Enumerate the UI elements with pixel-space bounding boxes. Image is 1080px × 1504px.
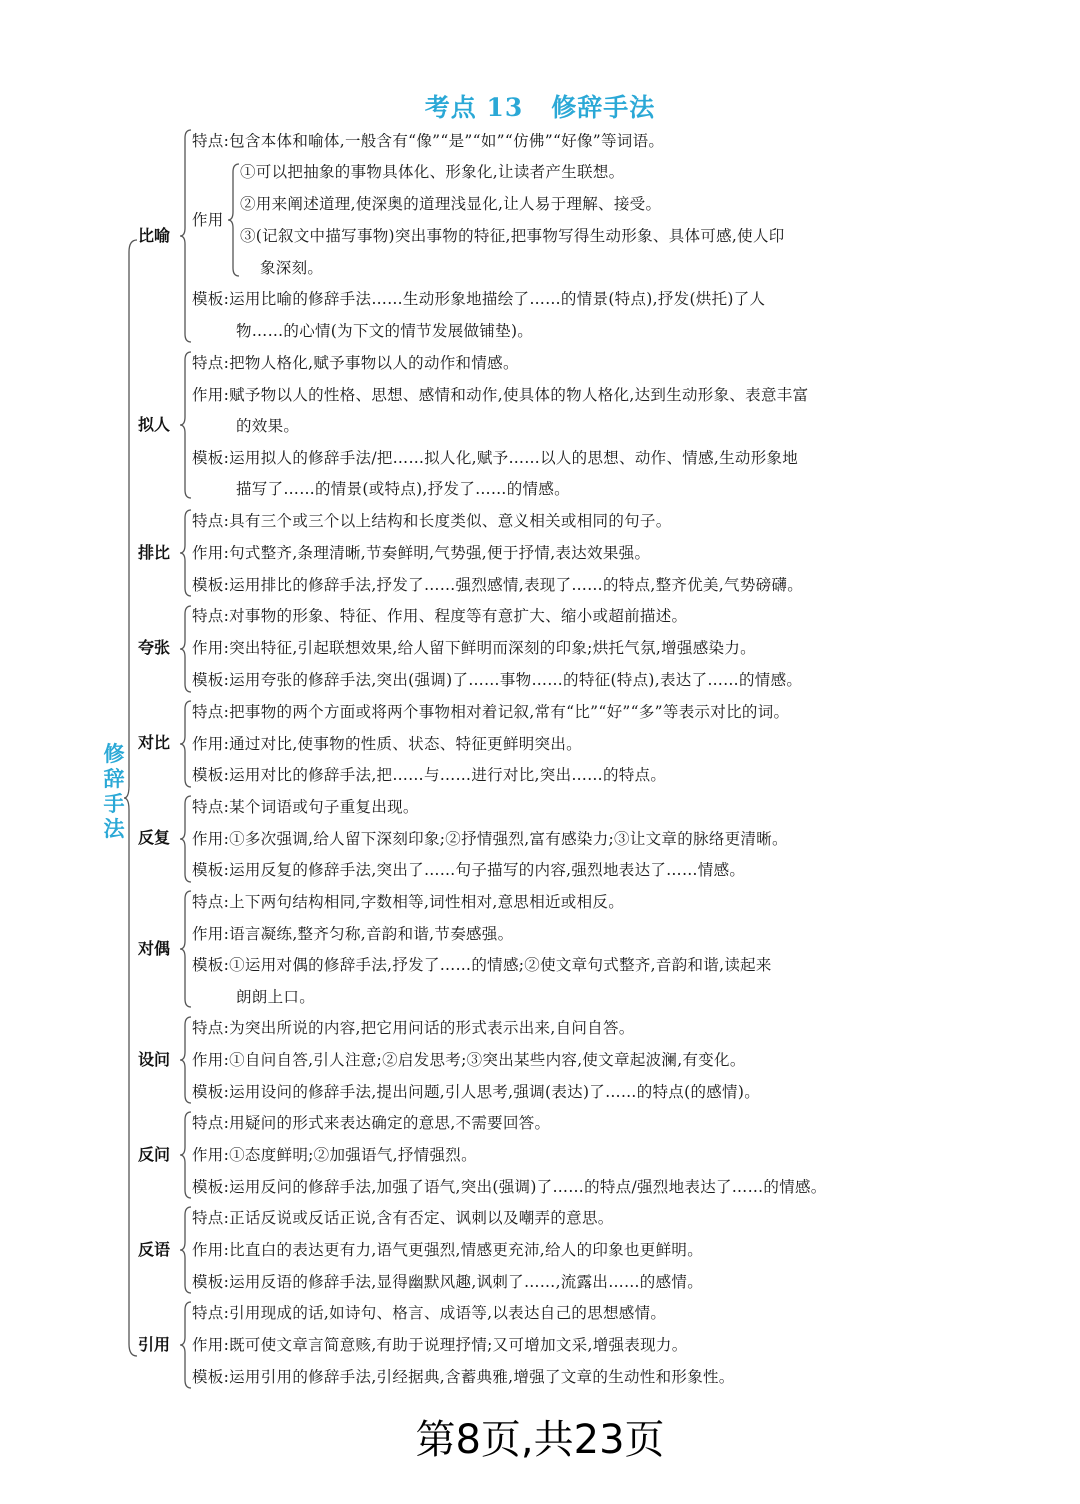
shewen-muban: 模板:运用设问的修辞手法,提出问题,引人思考,强调(表达)了……的特点(的感情)。 — [192, 1083, 760, 1101]
paibi-zuoyong: 作用:句式整齐,条理清晰,节奏鲜明,气势强,便于抒情,表达效果强。 — [192, 544, 651, 562]
fanyu-tedian: 特点:正话反说或反话正说,含有否定、讽刺以及嘲弄的意思。 — [192, 1209, 614, 1227]
fanyu-muban: 模板:运用反语的修辞手法,显得幽默风趣,讽刺了……,流露出……的感情。 — [192, 1273, 704, 1291]
biyu-zuoyong-2: ②用来阐述道理,使深奥的道理浅显化,让人易于理解、接受。 — [240, 195, 662, 213]
fanfu-zuoyong: 作用:①多次强调,给人留下深刻印象;②抒情强烈,富有感染力;③让文章的脉络更清晰。 — [192, 830, 788, 848]
biyu-muban: 模板:运用比喻的修辞手法……生动形象地描绘了……的情景(特点),抒发(烘托)了人 — [192, 290, 766, 308]
section-label-duibi: 对比 — [138, 733, 171, 752]
fanwen-muban: 模板:运用反问的修辞手法,加强了语气,突出(强调)了……的特点/强烈地表达了……的情感。 — [192, 1178, 827, 1196]
kuazhang-muban: 模板:运用夸张的修辞手法,突出(强调)了……事物……的特征(特点),表达了……的情感。 — [192, 671, 803, 689]
duiou-zuoyong: 作用:语言凝练,整齐匀称,音韵和谐,节奏感强。 — [192, 925, 514, 943]
duiou-tedian: 特点:上下两句结构相同,字数相等,词性相对,意思相近或相反。 — [192, 893, 625, 911]
paibi-tedian: 特点:具有三个或三个以上结构和长度类似、意义相关或相同的句子。 — [192, 512, 672, 530]
section-label-shewen: 设问 — [138, 1050, 171, 1069]
section-label-paibi: 排比 — [138, 543, 171, 562]
biyu-zuoyong-1: ①可以把抽象的事物具体化、形象化,让读者产生联想。 — [240, 163, 625, 181]
fanfu-muban: 模板:运用反复的修辞手法,突出了……句子描写的内容,强烈地表达了……情感。 — [192, 861, 746, 879]
fanwen-zuoyong: 作用:①态度鲜明;②加强语气,抒情强烈。 — [192, 1146, 477, 1164]
section-label-biyu: 比喻 — [138, 226, 171, 245]
title-label: 考点 13 — [424, 93, 524, 122]
biyu-zuoyong-3: ③(记叙文中描写事物)突出事物的特征,把事物写得生动形象、具体可感,使人印 — [240, 227, 785, 245]
yinyong-zuoyong: 作用:既可使文章言简意赅,有助于说理抒情;又可增加文采,增强表现力。 — [192, 1336, 688, 1354]
section-label-fanfu: 反复 — [138, 828, 171, 847]
section-label-fanwen: 反问 — [138, 1145, 171, 1164]
section-label-kuazhang: 夸张 — [138, 638, 171, 657]
brace-biyu-zuoyong — [228, 162, 240, 278]
yinyong-tedian: 特点:引用现成的话,如诗句、格言、成语等,以表达自己的思想感情。 — [192, 1304, 667, 1322]
section-label-niren: 拟人 — [138, 415, 171, 434]
yinyong-muban: 模板:运用引用的修辞手法,引经据典,含蓄典雅,增强了文章的生动性和形象性。 — [192, 1368, 735, 1386]
page-title — [0, 88, 1080, 124]
biyu-muban-cont: 物……的心情(为下文的情节发展做铺垫)。 — [236, 322, 534, 340]
kuazhang-tedian: 特点:对事物的形象、特征、作用、程度等有意扩大、缩小或超前描述。 — [192, 607, 688, 625]
shewen-zuoyong: 作用:①自问自答,引人注意;②启发思考;③突出某些内容,使文章起波澜,有变化。 — [192, 1051, 746, 1069]
section-label-fanyu: 反语 — [138, 1240, 171, 1259]
niren-muban: 模板:运用拟人的修辞手法/把……拟人化,赋予……以人的思想、动作、情感,生动形象地 — [192, 449, 799, 467]
duibi-muban: 模板:运用对比的修辞手法,把……与……进行对比,突出……的特点。 — [192, 766, 667, 784]
duibi-tedian: 特点:把事物的两个方面或将两个事物相对着记叙,常有“比”“好”“多”等表示对比的词。 — [192, 703, 790, 721]
kuazhang-zuoyong: 作用:突出特征,引起联想效果,给人留下鲜明而深刻的印象;烘托气氛,增强感染力。 — [192, 639, 756, 657]
duibi-zuoyong: 作用:通过对比,使事物的性质、状态、特征更鲜明突出。 — [192, 735, 582, 753]
biyu-tedian: 特点:包含本体和喻体,一般含有“像”“是”“如”“仿佛”“好像”等词语。 — [192, 132, 665, 150]
duiou-muban-cont: 朗朗上口。 — [236, 988, 316, 1006]
fanfu-tedian: 特点:某个词语或句子重复出现。 — [192, 798, 419, 816]
shewen-tedian: 特点:为突出所说的内容,把它用问话的形式表示出来,自问自答。 — [192, 1019, 635, 1037]
fanyu-zuoyong: 作用:比直白的表达更有力,语气更强烈,情感更充沛,给人的印象也更鲜明。 — [192, 1241, 704, 1259]
niren-zuoyong-cont: 的效果。 — [236, 417, 300, 435]
biyu-zuoyong-3-cont: 象深刻。 — [260, 259, 324, 277]
page-footer: 第8页,共23页 — [415, 1417, 665, 1463]
root-label: 修 辞 手 法 — [103, 742, 125, 841]
fanwen-tedian: 特点:用疑问的形式来表达确定的意思,不需要回答。 — [192, 1114, 551, 1132]
biyu-zuoyong-label: 作用 — [192, 211, 224, 229]
niren-muban-cont: 描写了……的情景(或特点),抒发了……的情感。 — [236, 480, 570, 498]
niren-tedian: 特点:把物人格化,赋予事物以人的动作和情感。 — [192, 354, 519, 372]
title-text: 修辞手法 — [551, 93, 656, 122]
paibi-muban: 模板:运用排比的修辞手法,抒发了……强烈感情,表现了……的特点,整齐优美,气势磅礴。 — [192, 576, 804, 594]
section-label-duiou: 对偶 — [138, 939, 171, 958]
section-label-yinyong: 引用 — [138, 1335, 171, 1354]
niren-zuoyong: 作用:赋予物以人的性格、思想、感情和动作,使具体的物人格化,达到生动形象、表意丰富 — [192, 386, 809, 404]
duiou-muban: 模板:①运用对偶的修辞手法,抒发了……的情感;②使文章句式整齐,音韵和谐,读起来 — [192, 956, 772, 974]
